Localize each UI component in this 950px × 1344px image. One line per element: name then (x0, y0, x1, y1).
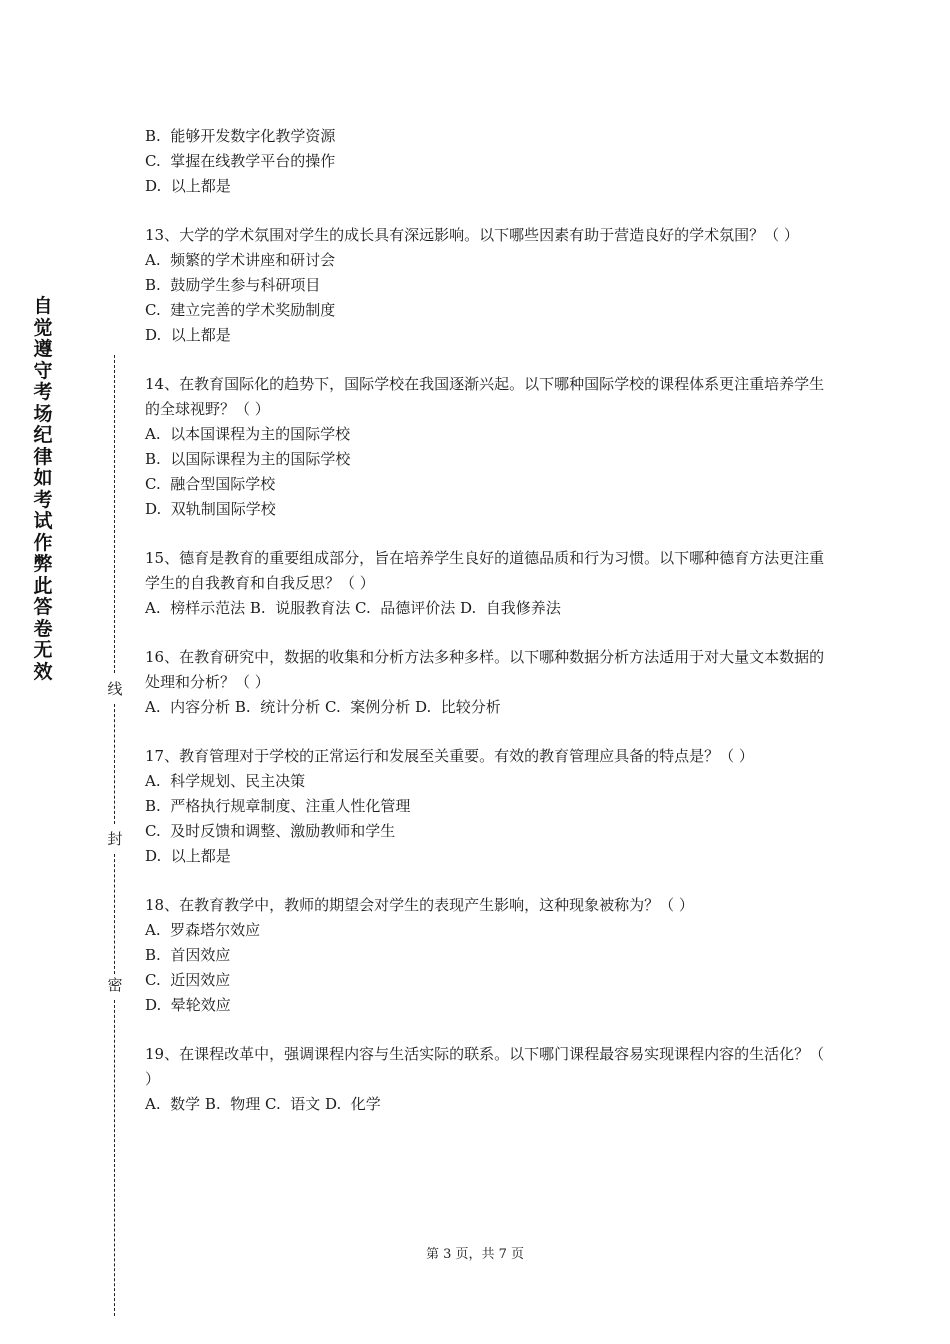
question-text: 17、教育管理对于学校的正常运行和发展至关重要。有效的教育管理应具备的特点是？（ ） (145, 747, 754, 765)
option: D. 以上都是 (145, 326, 231, 344)
option: D. 以上都是 (145, 847, 231, 865)
option: C. 融合型国际学校 (145, 475, 276, 493)
cut-label-line: 线 (105, 679, 125, 699)
option: C. 及时反馈和调整、激励教师和学生 (145, 822, 396, 840)
option: D. 以上都是 (145, 177, 231, 195)
question-18 (145, 893, 825, 1018)
option: D. 晕轮效应 (145, 996, 231, 1014)
binding-cut-line (114, 854, 115, 974)
exam-rules-note: 自觉遵守考场纪律如考试作弊此答卷无效 (33, 295, 53, 683)
question-14 (145, 372, 825, 522)
option: C. 近因效应 (145, 971, 231, 989)
question-text: 13、大学的学术氛围对学生的成长具有深远影响。以下哪些因素有助于营造良好的学术氛围？（ ） (145, 226, 799, 244)
option: A. 科学规划、民主决策 (145, 772, 306, 790)
question-15 (145, 546, 825, 621)
continued-options (145, 124, 825, 199)
question-19 (145, 1042, 825, 1117)
option: A. 内容分析 B. 统计分析 C. 案例分析 D. 比较分析 (145, 698, 501, 716)
option: A. 频繁的学术讲座和研讨会 (145, 251, 336, 269)
binding-cut-line (114, 355, 115, 673)
question-list (145, 124, 825, 1117)
page-number-footer: 第 3 页，共 7 页 (425, 1247, 525, 1262)
option: A. 数学 B. 物理 C. 语文 D. 化学 (145, 1095, 381, 1113)
binding-cut-line (114, 704, 115, 824)
question-text: 16、在教育研究中，数据的收集和分析方法多种多样。以下哪种数据分析方法适用于对大量文本数据的处理和分析？（ ） (145, 648, 825, 691)
option: B. 严格执行规章制度、注重人性化管理 (145, 797, 411, 815)
question-13 (145, 223, 825, 348)
binding-cut-line (114, 1000, 115, 1316)
option: B. 鼓励学生参与科研项目 (145, 276, 321, 294)
cut-label-secret: 密 (105, 975, 125, 995)
question-16 (145, 645, 825, 720)
option: B. 能够开发数字化教学资源 (145, 127, 336, 145)
cut-label-seal: 封 (105, 829, 125, 849)
option: D. 双轨制国际学校 (145, 500, 276, 518)
question-text: 14、在教育国际化的趋势下，国际学校在我国逐渐兴起。以下哪种国际学校的课程体系更注重培养学生的全球视野？（ ） (145, 375, 825, 418)
question-text: 18、在教育教学中，教师的期望会对学生的表现产生影响，这种现象被称为？（ ） (145, 896, 694, 914)
option: C. 掌握在线教学平台的操作 (145, 152, 336, 170)
option: C. 建立完善的学术奖励制度 (145, 301, 336, 319)
question-text: 15、德育是教育的重要组成部分，旨在培养学生良好的道德品质和行为习惯。以下哪种德育方法更注重学生的自我教育和自我反思？（ ） (145, 549, 825, 592)
option: A. 榜样示范法 B. 说服教育法 C. 品德评价法 D. 自我修养法 (145, 599, 561, 617)
question-17 (145, 744, 825, 869)
option: A. 罗森塔尔效应 (145, 921, 261, 939)
option: A. 以本国课程为主的国际学校 (145, 425, 351, 443)
option: B. 以国际课程为主的国际学校 (145, 450, 351, 468)
option: B. 首因效应 (145, 946, 231, 964)
question-text: 19、在课程改革中，强调课程内容与生活实际的联系。以下哪门课程最容易实现课程内容的生活化？（ ） (145, 1045, 825, 1088)
